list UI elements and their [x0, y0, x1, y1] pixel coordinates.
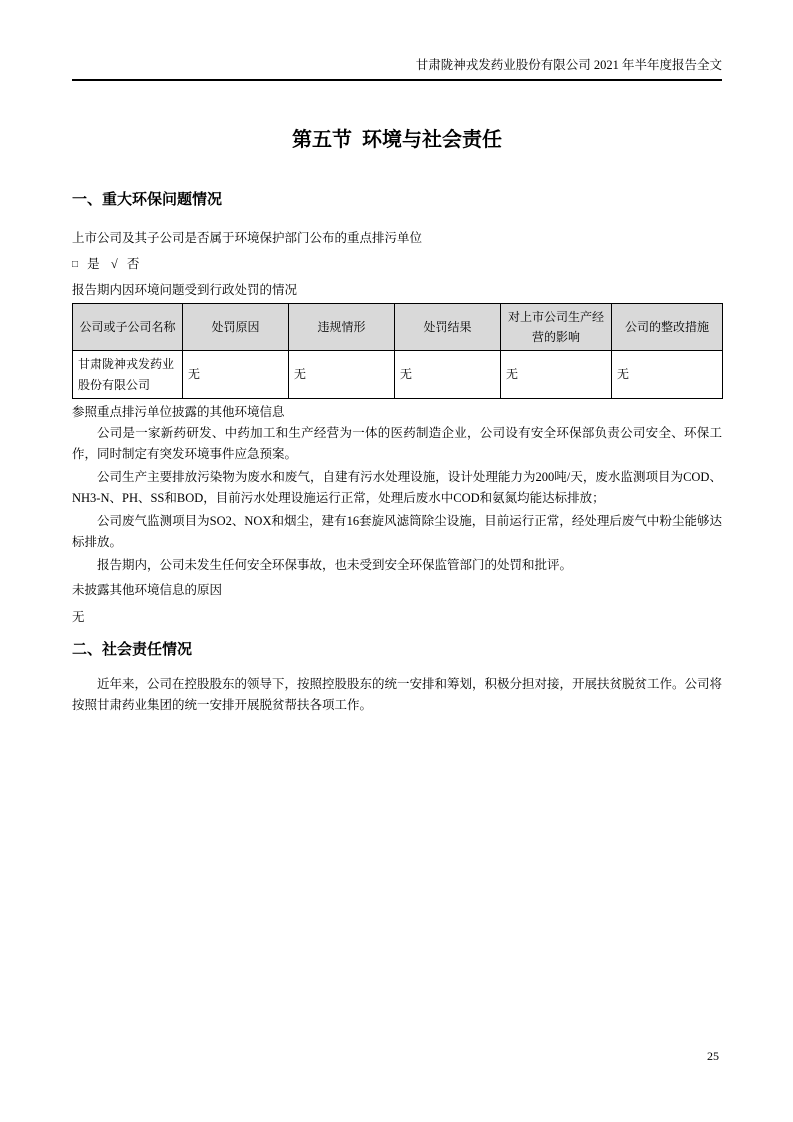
- page-content: [72, 81, 722, 716]
- col-header-penalty-reason: 处罚原因: [183, 304, 289, 351]
- checkbox-yes-label: 是: [87, 257, 100, 271]
- checkbox-line: [72, 256, 722, 273]
- paragraph-no-accidents: 报告期内，公司未发生任何安全环保事故，也未受到安全环保监管部门的处罚和批评。: [97, 558, 573, 572]
- col-header-violation: 违规情形: [289, 304, 395, 351]
- checkbox-no-label: 否: [126, 257, 140, 271]
- checkbox-unchecked-icon: □: [72, 259, 79, 270]
- undisclosed-reason-label: 未披露其他环境信息的原因: [72, 583, 223, 597]
- col-header-impact: 对上市公司生产经营的影响: [501, 304, 612, 351]
- penalty-table: [72, 303, 723, 399]
- report-header-text: 甘肃陇神戎发药业股份有限公司 2021 年半年度报告全文: [415, 58, 722, 72]
- cell-penalty-result: 无: [395, 351, 501, 399]
- penalty-intro-line: 报告期内因环境问题受到行政处罚的情况: [72, 283, 298, 297]
- paragraph-social-responsibility: 近年来，公司在控股股东的领导下，按照控股股东的统一安排和筹划，积极分担对接，开展扶贫脱贫工作。公司将按照甘肃药业集团的统一安排开展脱贫帮扶各项工作。: [72, 677, 723, 712]
- chapter-title: 第五节 环境与社会责任: [292, 129, 502, 151]
- cell-violation: 无: [289, 351, 395, 399]
- heading-social-responsibility: 二、社会责任情况: [72, 642, 193, 658]
- paragraph-company-profile: 公司是一家新药研发、中药加工和生产经营为一体的医药制造企业，公司设有安全环保部负责公司安全、环保工作，同时制定有突发环境事件应急预案。: [72, 426, 722, 461]
- page-number: 25: [707, 1049, 719, 1063]
- heading-major-env-issues: 一、重大环保问题情况: [72, 192, 223, 208]
- col-header-penalty-result: 处罚结果: [395, 304, 501, 351]
- undisclosed-reason-value: 无: [72, 610, 85, 624]
- col-header-company-name: 公司或子公司名称: [73, 304, 183, 351]
- penalty-table-header-row: [73, 304, 723, 351]
- other-env-info-intro: 参照重点排污单位披露的其他环境信息: [72, 405, 285, 419]
- checkmark-icon: √: [110, 257, 118, 271]
- cell-penalty-reason: 无: [183, 351, 289, 399]
- col-header-rectification: 公司的整改措施: [612, 304, 723, 351]
- page-header: [72, 57, 722, 81]
- paragraph-exhaust-gas: 公司废气监测项目为SO2、NOX和烟尘，建有16套旋风滤筒除尘设施，目前运行正常，经处理后废气中粉尘能够达标排放。: [72, 514, 722, 549]
- penalty-table-row: [73, 351, 723, 399]
- cell-impact: 无: [501, 351, 612, 399]
- cell-company-name: 甘肃陇神戎发药业股份有限公司: [73, 351, 183, 399]
- paragraph-wastewater: 公司生产主要排放污染物为废水和废气，自建有污水处理设施，设计处理能力为200吨/天，废水监测项目为COD、NH3-N、PH、SS和BOD，目前污水处理设施运行正常，处理后废水中COD和氨氮均能达标排放；: [72, 470, 722, 505]
- cell-rectification: 无: [612, 351, 723, 399]
- key-pollutant-question: 上市公司及其子公司是否属于环境保护部门公布的重点排污单位: [72, 231, 423, 245]
